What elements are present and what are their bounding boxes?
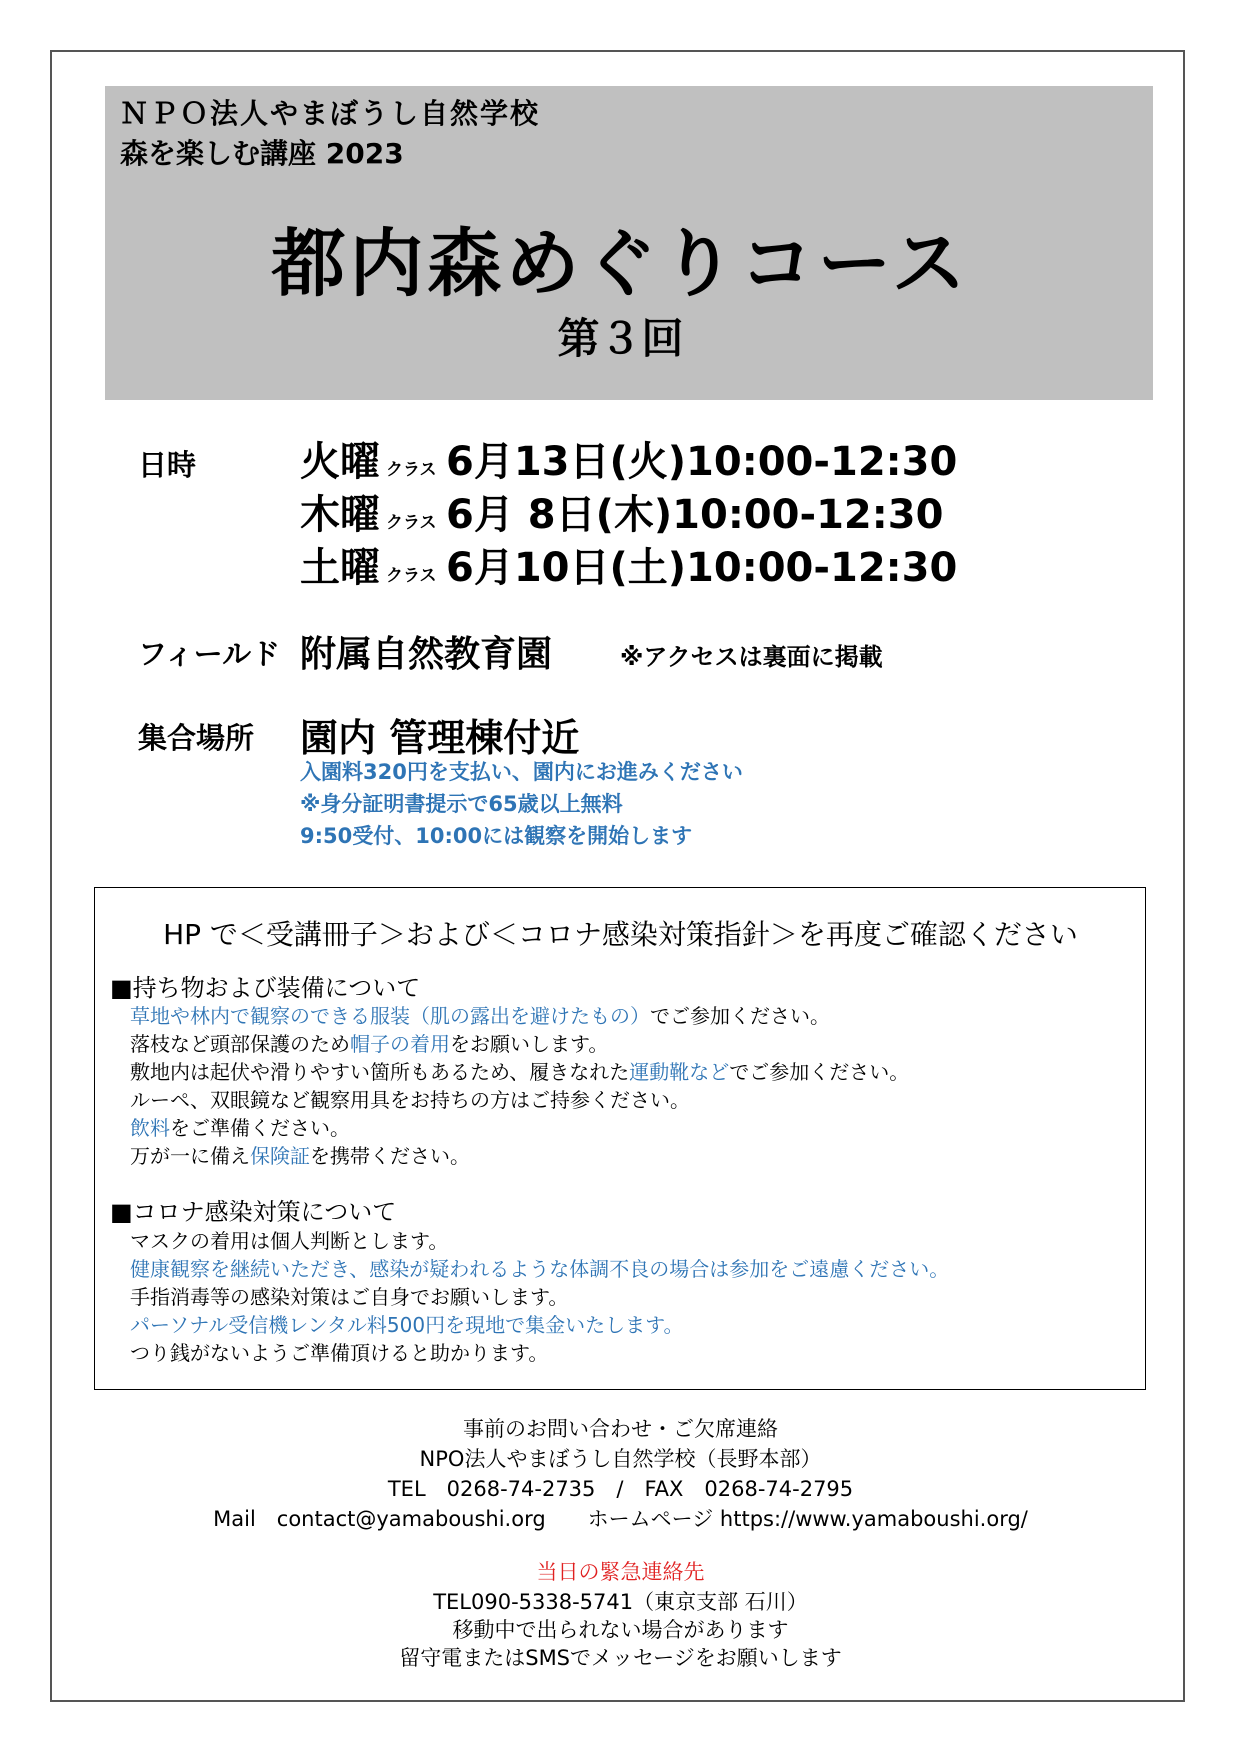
emergency-note: 留守電またはSMSでメッセージをお願いします bbox=[399, 1646, 842, 1670]
schedule-class: クラス bbox=[386, 566, 437, 586]
info-heading: HP で＜受講冊子＞および＜コロナ感染対策指針＞を再度ご確認ください bbox=[163, 918, 1078, 951]
belongings-line bbox=[130, 1140, 470, 1169]
page-subtitle: 第３回 bbox=[557, 314, 684, 363]
schedule-row bbox=[300, 536, 957, 593]
meeting-label: 集合場所 bbox=[138, 721, 255, 755]
belongings-line: ルーペ、双眼鏡など観察用具をお持ちの方はご持参ください。 bbox=[130, 1088, 690, 1112]
page-title: 都内森めぐりコース bbox=[271, 221, 970, 307]
covid-line: マスクの着用は個人判断とします。 bbox=[130, 1229, 449, 1253]
schedule-row bbox=[300, 430, 957, 487]
highlight-text: 飲料 bbox=[130, 1116, 170, 1140]
line-text: でご参加ください。 bbox=[729, 1060, 910, 1084]
meeting-value: 園内 管理棟付近 bbox=[300, 716, 580, 760]
covid-line: 手指消毒等の感染対策はご自身でお願いします。 bbox=[130, 1285, 569, 1309]
belongings-line bbox=[130, 1028, 608, 1057]
covid-line: つり銭がないようご準備頂けると助かります。 bbox=[130, 1341, 549, 1365]
belongings-line bbox=[130, 1000, 830, 1029]
highlight-text: 帽子の着用 bbox=[350, 1032, 450, 1056]
emergency-title: 当日の緊急連絡先 bbox=[536, 1560, 705, 1584]
schedule-day: 土曜 bbox=[300, 545, 380, 591]
belongings-line bbox=[130, 1056, 909, 1085]
schedule-day: 火曜 bbox=[300, 439, 380, 485]
meeting-note: 9:50受付、10:00には観察を開始します bbox=[300, 824, 693, 848]
highlight-text: 運動靴など bbox=[629, 1060, 730, 1084]
emergency-note: 移動中で出られない場合があります bbox=[452, 1618, 789, 1642]
line-text: 落枝など頭部保護のため bbox=[130, 1032, 350, 1056]
schedule-date: 6月10日(土)10:00‐12:30 bbox=[446, 545, 958, 591]
belongings-title: ■持ち物および装備について bbox=[110, 974, 421, 1002]
line-text: でご参加ください。 bbox=[650, 1004, 830, 1028]
line-text: をご準備ください。 bbox=[170, 1116, 350, 1140]
schedule-date: 6月13日(火)10:00‐12:30 bbox=[446, 439, 958, 485]
schedule-day: 木曜 bbox=[300, 492, 380, 538]
covid-line: 健康観察を継続いただき、感染が疑われるような体調不良の場合は参加をご遠慮ください。 bbox=[130, 1257, 950, 1281]
field-label: フィールド bbox=[138, 637, 281, 671]
contact-org: NPO法人やまぼうし自然学校（長野本部） bbox=[419, 1447, 822, 1471]
belongings-line bbox=[130, 1112, 350, 1141]
contact-mail-web: Mail contact@yamaboushi.org ホームページ https://www.yamaboushi.org/ bbox=[213, 1507, 1028, 1531]
line-text: 万が一に備え bbox=[130, 1144, 250, 1168]
contact-tel-fax: TEL 0268-74-2735 / FAX 0268-74-2795 bbox=[387, 1477, 854, 1501]
covid-title: ■コロナ感染対策について bbox=[110, 1198, 397, 1226]
highlight-text: 保険証 bbox=[250, 1144, 310, 1168]
covid-line: パーソナル受信機レンタル料500円を現地で集金いたします。 bbox=[130, 1313, 684, 1337]
schedule-class: クラス bbox=[386, 460, 437, 480]
highlight-text: 草地や林内で観察のできる服装（肌の露出を避けたもの） bbox=[130, 1004, 650, 1028]
series-name: 森を楽しむ講座 2023 bbox=[120, 137, 404, 170]
line-text: を携帯ください。 bbox=[310, 1144, 470, 1168]
field-note: ※アクセスは裏面に掲載 bbox=[620, 643, 883, 671]
schedule-label: 日時 bbox=[138, 448, 197, 482]
emergency-tel: TEL090-5338-5741（東京支部 石川） bbox=[433, 1590, 808, 1614]
meeting-note: 入園料320円を支払い、園内にお進みください bbox=[300, 760, 743, 784]
contact-title: 事前のお問い合わせ・ご欠席連絡 bbox=[463, 1417, 778, 1441]
schedule-date: 6月 8日(木)10:00‐12:30 bbox=[446, 492, 944, 538]
line-text: をお願いします。 bbox=[450, 1032, 609, 1056]
org-name: ＮＰＯ法人やまぼうし自然学校 bbox=[120, 97, 541, 130]
schedule-row bbox=[300, 483, 943, 540]
meeting-note: ※身分証明書提示で65歳以上無料 bbox=[300, 792, 623, 816]
line-text: 敷地内は起伏や滑りやすい箇所もあるため、履きなれた bbox=[130, 1060, 630, 1084]
field-value: 附属自然教育園 bbox=[300, 634, 553, 675]
schedule-class: クラス bbox=[386, 513, 437, 533]
